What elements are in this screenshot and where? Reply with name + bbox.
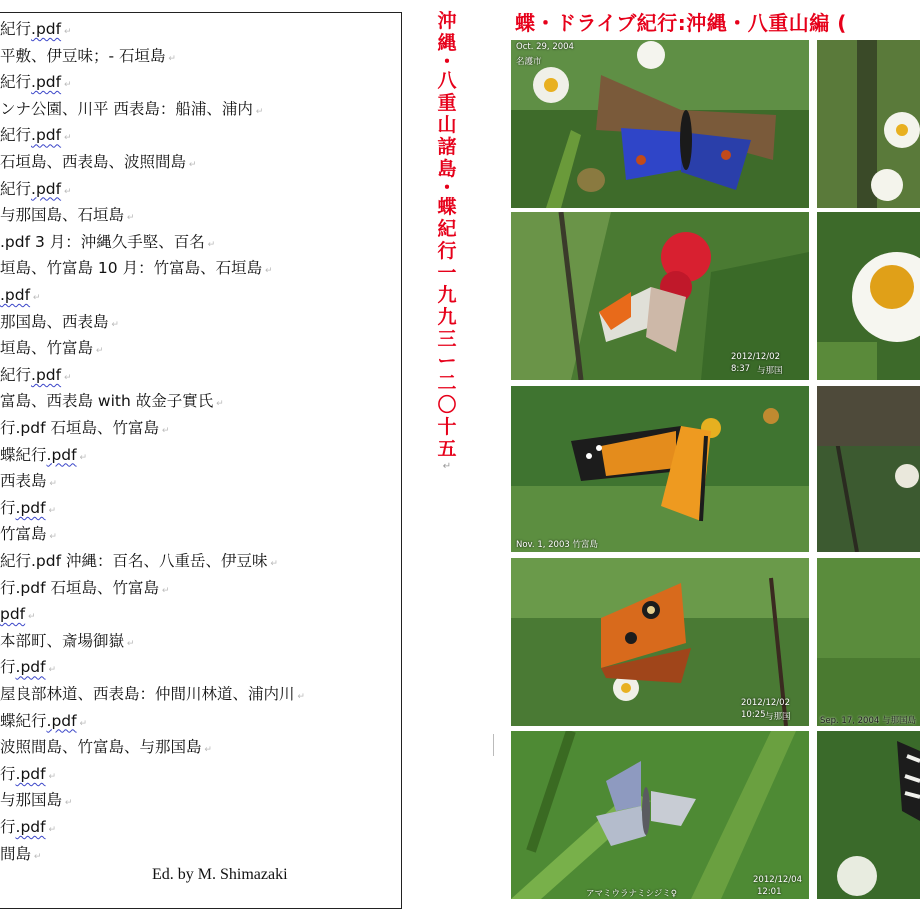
photo-date: Nov. 1, 2003 竹富島 — [516, 540, 598, 550]
spine-char: ・ — [437, 177, 457, 199]
photo-dark-stems — [817, 386, 920, 552]
pdf-link[interactable]: .pdf — [31, 20, 62, 38]
paragraph-mark-icon: ↵ — [294, 692, 305, 702]
paragraph-mark-icon: ↵ — [93, 346, 104, 357]
photo-date: Sep. 17, 2004 与那国島 — [820, 716, 916, 726]
document-line — [0, 844, 41, 867]
paragraph-mark-icon: ↵ — [267, 559, 278, 569]
pdf-link[interactable]: .pdf — [46, 711, 77, 730]
line-text: 間島 — [0, 844, 32, 863]
line-text: 蝶紀行 — [0, 711, 47, 730]
document-line — [0, 471, 57, 494]
spine-char: 行 — [437, 240, 457, 262]
line-text: 波照間島、竹富島、与那国島 — [0, 738, 202, 757]
spine-char: 山 — [437, 114, 457, 136]
photo-species-name: アマミウラナミシジミ♀ — [586, 889, 678, 899]
photo-flower-top-right — [817, 40, 920, 208]
spine-char: 島 — [437, 158, 457, 180]
line-text: 紀行 — [0, 365, 32, 384]
line-text: 石垣島、西表島、波照間島 — [0, 153, 187, 171]
photo-date: 2012/12/04 — [753, 875, 802, 885]
spine-char: 諸 — [437, 136, 457, 158]
spine-char: 紀 — [437, 218, 457, 240]
photo-orange-tip-red-flower — [511, 212, 809, 380]
paragraph-mark-icon: ↵ — [30, 293, 41, 303]
line-text: 行 — [0, 658, 16, 677]
paragraph-mark-icon: ↵ — [61, 27, 72, 37]
line-text: 行 — [0, 818, 16, 836]
paragraph-mark-icon: ↵ — [186, 160, 197, 170]
document-line — [0, 258, 273, 281]
spine-char: ・ — [437, 51, 457, 73]
paragraph-mark-icon: ↵ — [45, 771, 56, 782]
line-text: 那国島、西表島 — [0, 312, 109, 331]
photo-striped-butterfly — [817, 731, 920, 899]
paragraph-mark-icon: ↵ — [204, 239, 216, 250]
spine-char: 九 — [437, 284, 457, 306]
pdf-link[interactable]: .pdf — [0, 286, 31, 304]
document-line — [0, 72, 71, 95]
paragraph-mark-icon: ↵ — [46, 479, 57, 490]
line-text: 与那国島、石垣島 — [0, 206, 125, 225]
document-line — [0, 365, 71, 388]
document-line — [0, 391, 224, 414]
document-line — [0, 19, 71, 42]
line-text: 垣島、竹富島 10 月：竹富島、石垣島 — [0, 259, 263, 278]
document-line — [0, 684, 305, 707]
paragraph-mark-icon: ↵ — [159, 426, 170, 436]
cover-title: 蝶・ドライブ紀行:沖縄・八重山編 ( — [515, 11, 847, 35]
line-text: 紀行.pdf 沖縄：百名、八重岳、伊豆味 — [0, 552, 268, 570]
paragraph-mark-icon: ↵ — [124, 638, 135, 649]
paragraph-mark-icon: ↵ — [76, 452, 87, 463]
paragraph-mark-icon: ↵ — [76, 718, 87, 729]
document-line — [0, 99, 263, 122]
photo-date: Oct. 29, 2004 — [516, 42, 574, 52]
photo-time: 8:37 — [731, 364, 751, 374]
document-line — [0, 578, 169, 601]
page-divider — [493, 734, 494, 756]
line-text: 紀行 — [0, 20, 32, 38]
paragraph-mark-icon: ↵ — [213, 399, 224, 410]
spine-title — [430, 10, 464, 474]
photo-plain-tiger — [511, 386, 809, 552]
line-text: 紀行 — [0, 73, 32, 92]
paragraph-mark-icon: ↵ — [165, 53, 176, 64]
document-line — [0, 604, 36, 627]
editor-credit: Ed. by M. Shimazaki — [152, 866, 288, 883]
document-line — [0, 312, 119, 335]
line-text: 蝶紀行 — [0, 445, 47, 464]
pdf-link[interactable]: .pdf — [46, 445, 77, 464]
document-line — [0, 418, 169, 441]
line-text: 紀行 — [0, 179, 32, 198]
photo-time: 12:01 — [757, 887, 782, 897]
line-text: 本部町、斎場御嶽 — [0, 631, 125, 650]
document-line — [0, 790, 72, 813]
spine-char: 九 — [437, 306, 457, 328]
line-text: 屋良部林道、西表島：仲間川林道、浦内川 — [0, 685, 295, 703]
paragraph-mark-icon: ↵ — [124, 213, 135, 224]
line-text: 行.pdf 石垣島、竹富島 — [0, 578, 159, 597]
document-line — [0, 46, 176, 69]
pdf-link[interactable]: .pdf — [31, 365, 62, 384]
document-line — [0, 711, 87, 734]
line-text: 行 — [0, 764, 16, 783]
paragraph-mark-icon: ↵ — [45, 505, 56, 516]
spine-char: 八 — [437, 70, 457, 92]
document-line — [0, 338, 103, 361]
spine-char: 縄 — [437, 32, 457, 54]
pdf-link[interactable]: .pdf — [31, 179, 62, 198]
spine-char: 三 — [437, 328, 457, 350]
spine-char: 蝶 — [437, 196, 457, 218]
line-text: 与那国島 — [0, 791, 63, 810]
line-text: .pdf 3 月：沖縄久手堅、百名 — [0, 232, 205, 251]
document-line — [0, 445, 87, 468]
photo-place: 名護市 — [516, 57, 542, 67]
document-line — [0, 152, 196, 175]
line-text: 西表島 — [0, 472, 47, 491]
paragraph-mark-icon: ↵ — [201, 745, 212, 756]
photo-date: 2012/12/02 — [741, 698, 790, 708]
paragraph-mark-icon: ↵ — [25, 612, 36, 623]
document-line — [0, 285, 40, 308]
paragraph-mark-icon: ↵ — [262, 266, 273, 277]
photo-date: 2012/12/02 — [731, 352, 780, 362]
spine-char: 〇 — [437, 394, 457, 416]
document-line — [0, 817, 56, 840]
spine-char: ー — [437, 350, 457, 372]
photo-blue-pansy — [511, 40, 809, 208]
spine-char: 沖 — [437, 10, 457, 32]
paragraph-mark-icon: ↵ — [61, 372, 72, 383]
pdf-link[interactable]: pdf — [0, 605, 26, 624]
pdf-link[interactable]: .pdf — [15, 818, 46, 836]
paragraph-mark-icon: ↵ — [108, 319, 119, 330]
spine-char: 十 — [437, 416, 457, 438]
pdf-link[interactable]: .pdf — [15, 498, 46, 517]
paragraph-mark-icon: ↵ — [45, 665, 56, 676]
line-text: 竹富島 — [0, 525, 47, 544]
line-text: 平敷、伊豆味；- 石垣島 — [0, 46, 166, 65]
document-line — [0, 179, 71, 202]
line-text: 垣島、竹富島 — [0, 339, 94, 358]
document-line — [0, 631, 134, 654]
line-text: 紀行 — [0, 126, 32, 145]
pdf-link[interactable]: .pdf — [31, 73, 62, 92]
document-line — [0, 125, 71, 148]
line-text: 行.pdf 石垣島、竹富島 — [0, 419, 159, 437]
document-line — [0, 551, 278, 574]
photo-peacock-pansy — [511, 558, 809, 726]
pdf-link[interactable]: .pdf — [31, 126, 62, 145]
document-line — [0, 232, 215, 255]
photo-place: 与那国 — [757, 366, 783, 376]
document-page — [0, 12, 402, 909]
paragraph-mark-icon: ↵ — [46, 532, 57, 543]
spine-char: 五 — [437, 438, 457, 460]
document-line — [0, 205, 134, 228]
paragraph-mark-icon: ↵ — [252, 106, 264, 117]
document-line — [0, 657, 56, 680]
pdf-link[interactable]: .pdf — [15, 764, 46, 783]
paragraph-mark-icon: ↵ — [31, 851, 42, 862]
paragraph-mark-icon: ↵ — [61, 133, 72, 144]
document-line — [0, 764, 56, 787]
line-text: ンナ公園、川平 西表島：船浦、浦内 — [0, 99, 253, 118]
line-text: 行 — [0, 498, 16, 517]
spine-char: 重 — [437, 92, 457, 114]
photo-place: 与那国 — [765, 712, 791, 722]
line-text: 富島、西表島 with 故金子實氏 — [0, 392, 214, 411]
pdf-link[interactable]: .pdf — [15, 658, 46, 677]
paragraph-mark-icon: ↵ — [442, 461, 452, 472]
document-line — [0, 498, 56, 521]
photo-grass-field — [817, 558, 920, 726]
photo-time: 10:25 — [741, 710, 766, 720]
photo-bidens-flower — [817, 212, 920, 380]
paragraph-mark-icon: ↵ — [62, 798, 73, 809]
photo-lycaenid-blue — [511, 731, 809, 899]
spine-char: 一 — [437, 262, 457, 284]
paragraph-mark-icon: ↵ — [61, 80, 72, 91]
paragraph-mark-icon: ↵ — [159, 585, 170, 596]
paragraph-mark-icon: ↵ — [45, 825, 56, 835]
document-line — [0, 524, 57, 547]
spine-char: 二 — [437, 372, 457, 394]
document-line — [0, 737, 212, 760]
paragraph-mark-icon: ↵ — [61, 186, 72, 197]
